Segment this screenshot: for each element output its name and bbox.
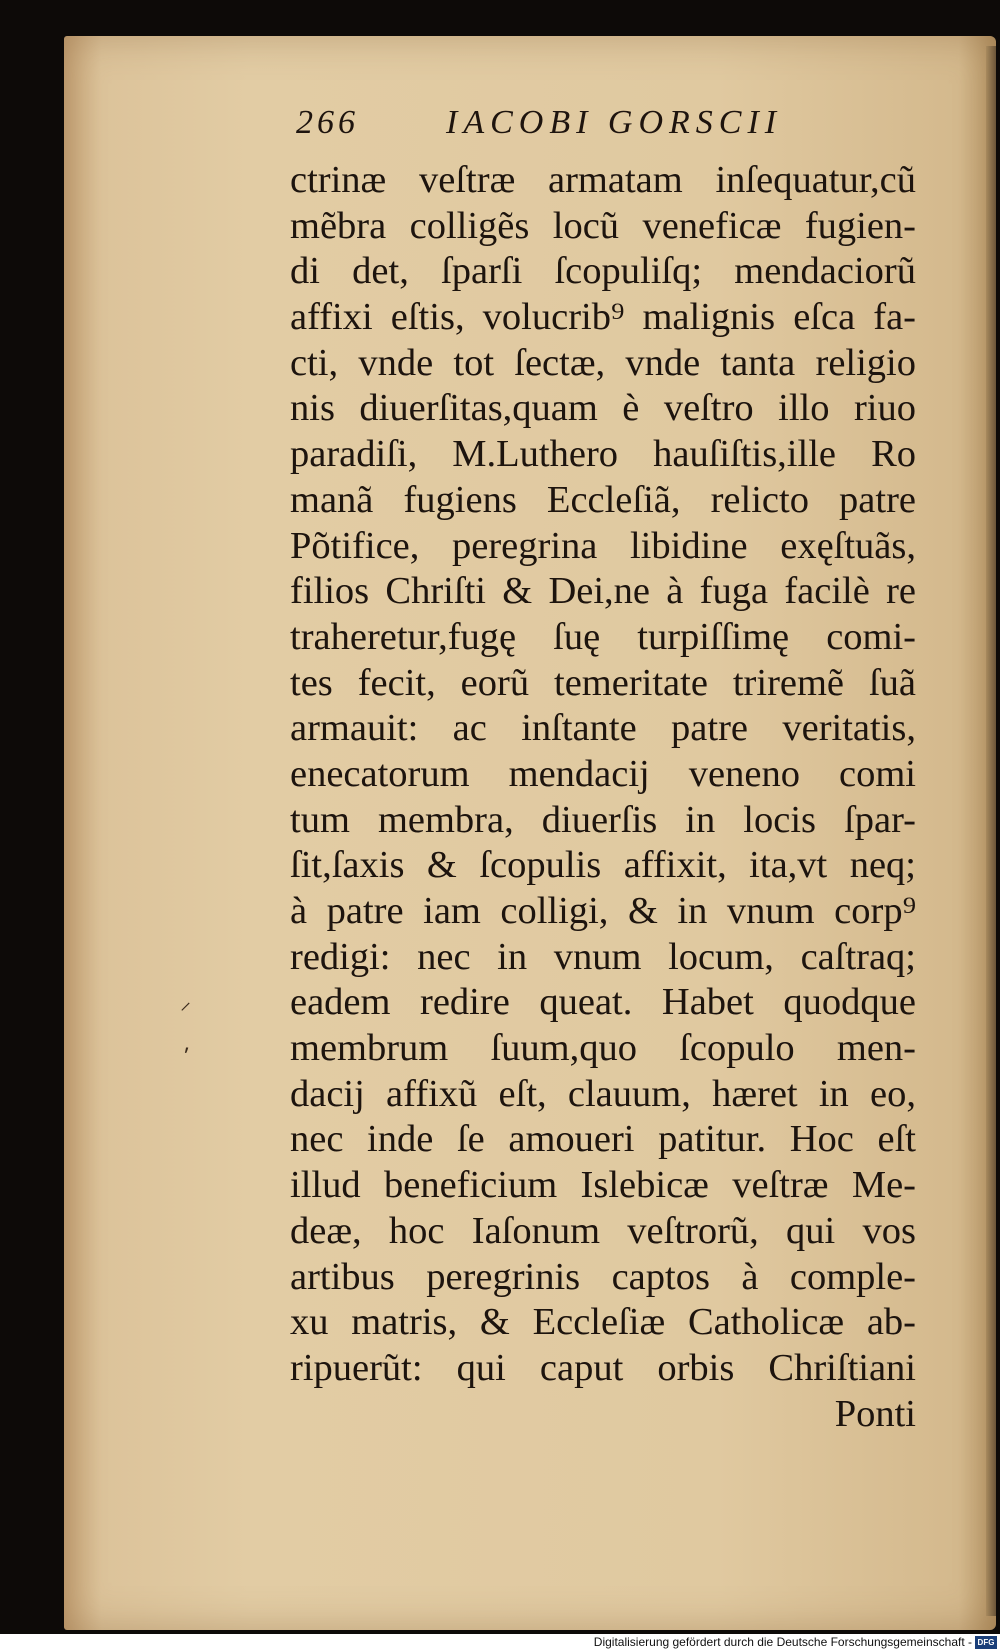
page-edge	[986, 46, 996, 1616]
text-line: à patre iam colligi, & in vnum corp⁹	[290, 890, 916, 932]
text-line: manã fugiens Eccleſiã, relicto patre	[290, 478, 916, 521]
catchword: Ponti	[834, 1392, 916, 1435]
text-line: illud beneficium Islebicæ veſtræ Me-	[290, 1164, 916, 1207]
text-line: traheretur,fugę ſuę turpiſſimę comi-	[290, 615, 916, 658]
text-line: cti, vnde tot ſectæ, vnde tanta religio	[290, 341, 916, 384]
text-line: filios Chriſti & Dei,ne à fuga facilè re	[290, 570, 916, 613]
text-line: nec inde ſe amoueri patitur. Hoc eſt	[290, 1118, 916, 1161]
text-line: affixi eſtis, volucrib⁹ malignis eſca fa-	[290, 296, 916, 339]
text-line: ripuerũt: qui caput orbis Chriſtiani	[290, 1346, 916, 1389]
footer-credit: Digitalisierung gefördert durch die Deutsche Forschungsgemeinschaft -	[593, 1635, 972, 1649]
text-line: eadem redire queat. Habet quodque	[290, 981, 916, 1024]
text-line: mẽbra colligẽs locũ veneficæ fugien-	[290, 204, 916, 247]
text-line: ſit,ſaxis & ſcopulis affixit, ita,vt neq;	[290, 844, 916, 887]
text-line: tes fecit, eorũ temeritate triremẽ ſuã	[290, 661, 916, 704]
text-line: redigi: nec in vnum locum, caſtraq;	[290, 935, 916, 978]
page-number: 266	[296, 104, 359, 141]
text-line: di det, ſparſi ſcopuliſq; mendaciorũ	[290, 250, 916, 293]
running-title: IACOBI GORSCII	[446, 104, 783, 141]
text-line: enecatorum mendacij veneno comi	[290, 752, 916, 795]
text-line: Põtifice, peregrina libidine exęſtuãs,	[290, 524, 916, 567]
text-line: artibus peregrinis captos à comple-	[290, 1255, 916, 1298]
text-line: dacij affixũ eſt, clauum, hæret in eo,	[290, 1072, 916, 1115]
running-head	[296, 104, 896, 154]
text-line: armauit: ac inſtante patre veritatis,	[290, 707, 916, 750]
footer-bar	[0, 1634, 1000, 1652]
text-line: deæ, hoc Iaſonum veſtrorũ, qui vos	[290, 1209, 916, 1252]
text-line: nis diuerſitas,quam è veſtro illo riuo	[290, 387, 916, 430]
dfg-logo-icon: DFG	[975, 1636, 997, 1649]
margin-mark: ⸝	[180, 989, 192, 1014]
text-line: tum membra, diuerſis in locis ſpar-	[290, 798, 916, 841]
text-line: xu matris, & Eccleſiæ Catholicæ ab-	[290, 1301, 916, 1344]
margin-mark: ⸴	[184, 1033, 190, 1058]
text-line: paradiſi, M.Luthero hauſiſtis,ille Ro	[290, 433, 916, 476]
text-line: membrum ſuum,quo ſcopulo men-	[290, 1027, 916, 1070]
text-line: ctrinæ veſtræ armatam inſequatur,cũ	[290, 159, 916, 201]
body-text	[290, 158, 916, 1437]
